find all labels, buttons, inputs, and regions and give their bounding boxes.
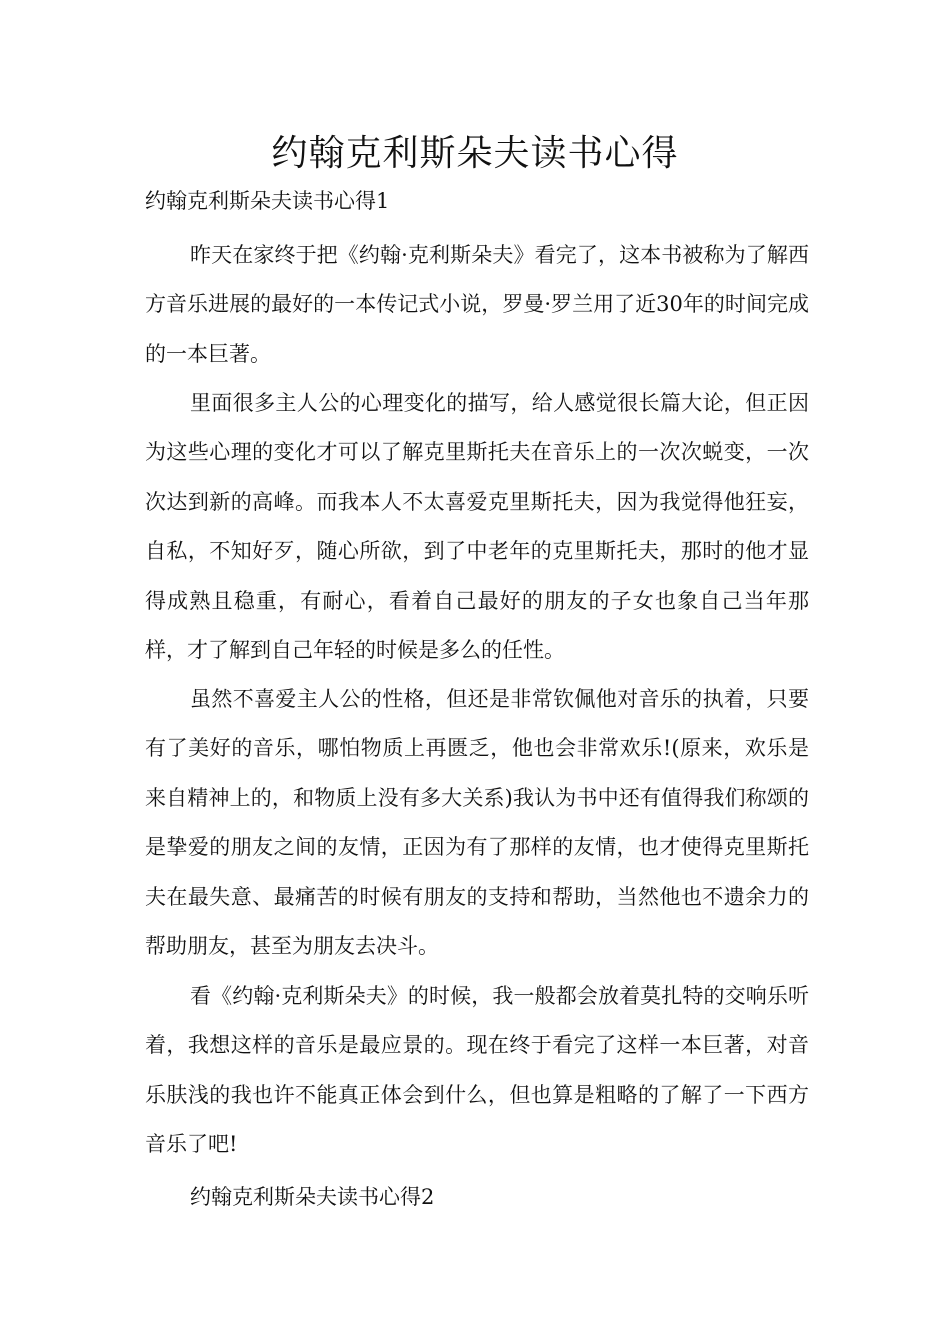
- section-heading-1: 约翰克利斯朵夫读书心得1: [145, 189, 390, 213]
- paragraph-4: 看《约翰·克利斯朵夫》的时候，我一般都会放着莫扎特的交响乐听着，我想这样的音乐是最应景的。现在终于看完了这样一本巨著，对音乐肤浅的我也许不能真正体会到什么，但也算是粗略的了解了一下西方音乐了吧!: [145, 984, 809, 1157]
- document-title: 约翰克利斯朵夫读书心得: [271, 133, 679, 174]
- paragraph-2: 里面很多主人公的心理变化的描写，给人感觉很长篇大论，但正因为这些心理的变化才可以了解克里斯托夫在音乐上的一次次蜕变，一次次达到新的高峰。而我本人不太喜爱克里斯托夫，因为我觉得他狂妄，自私，不知好歹，随心所欲，到了中老年的克里斯托夫，那时的他才显得成熟且稳重，有耐心，看着自己最好的朋友的子女也象自己当年那样，才了解到自己年轻的时候是多么的任性。: [145, 391, 809, 663]
- paragraph-1: 昨天在家终于把《约翰·克利斯朵夫》看完了，这本书被称为了解西方音乐进展的最好的一本传记式小说，罗曼·罗兰用了近30年的时间完成的一本巨著。: [145, 243, 809, 366]
- paragraph-3: 虽然不喜爱主人公的性格，但还是非常钦佩他对音乐的执着，只要有了美好的音乐，哪怕物质上再匮乏，他也会非常欢乐!(原来，欢乐是来自精神上的，和物质上没有多大关系)我认为书中还有值得我们称颂的是挚爱的朋友之间的友情，正因为有了那样的友情，也才使得克里斯托夫在最失意、最痛苦的时候有朋友的支持和帮助，当然他也不遗余力的帮助朋友，甚至为朋友去决斗。: [145, 687, 809, 959]
- section-heading-2: 约翰克利斯朵夫读书心得2: [190, 1185, 435, 1209]
